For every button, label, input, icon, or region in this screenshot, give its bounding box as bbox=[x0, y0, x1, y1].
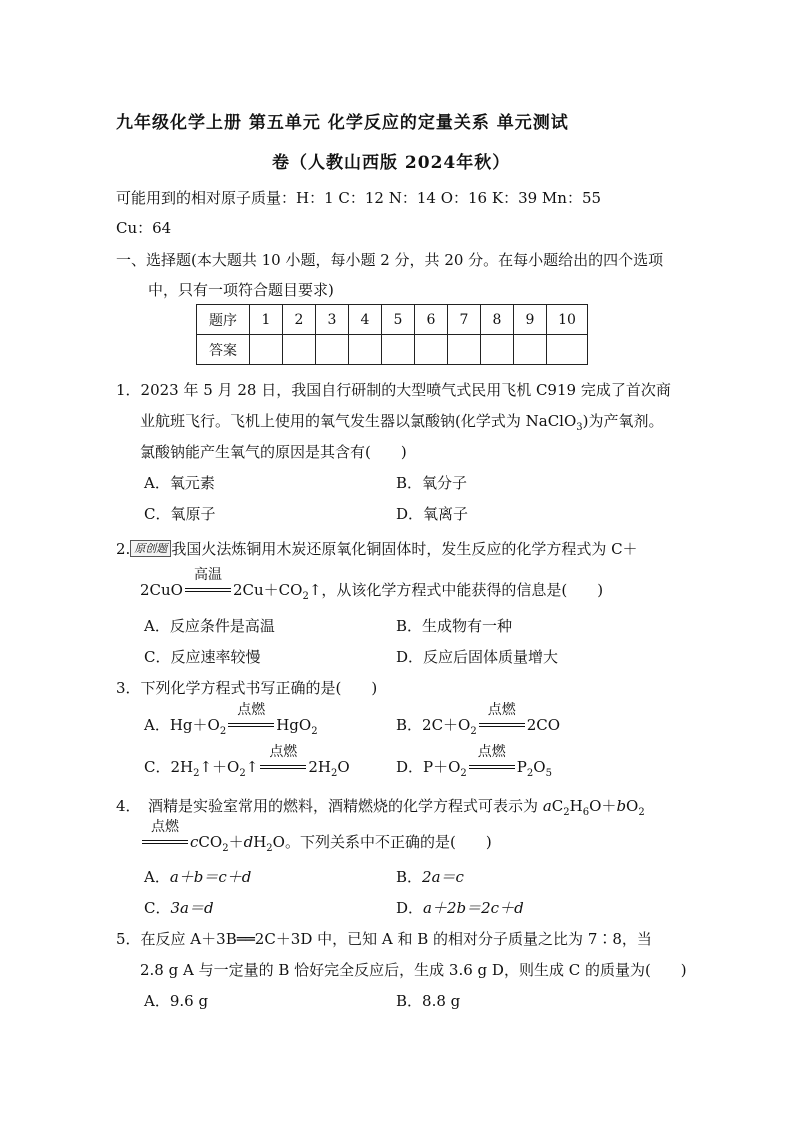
atomic-masses-line2: Cu：64 bbox=[116, 219, 172, 237]
answer-cell[interactable] bbox=[316, 335, 349, 365]
answer-cell[interactable] bbox=[547, 335, 588, 365]
atomic-masses-line1: 可能用到的相对原子质量：H：1 C：12 N：14 O：16 K：39 Mn：55 bbox=[116, 189, 602, 207]
reaction-condition: 高温 bbox=[185, 579, 231, 597]
q3-stem: 3．下列化学方程式书写正确的是( ) bbox=[116, 679, 378, 697]
q1-option-b[interactable]: B．氧分子 bbox=[396, 474, 468, 492]
table-number-cell: 6 bbox=[415, 305, 448, 335]
table-header-cell: 题序 bbox=[197, 305, 250, 335]
q2-option-a[interactable]: A．反应条件是高温 bbox=[144, 617, 275, 635]
table-number-cell: 2 bbox=[283, 305, 316, 335]
answer-cell[interactable] bbox=[481, 335, 514, 365]
q4-option-a[interactable]: A．a＋b＝c＋d bbox=[144, 868, 252, 886]
q4-option-c[interactable]: C．3a＝d bbox=[144, 899, 214, 917]
answer-table-row-answers bbox=[197, 335, 588, 365]
q2-option-c[interactable]: C．反应速率较慢 bbox=[144, 648, 261, 666]
q5-stem-line2: 2.8 g A 与一定量的 B 恰好完全反应后，生成 3.6 g D，则生成 C 的质量为( ) bbox=[140, 961, 687, 979]
q4-option-d[interactable]: D．a＋2b＝2c＋d bbox=[396, 899, 524, 917]
q4-stem-line2: 点燃 $cCO_2+dH_2O$。下列关系中不正确的是( ) bbox=[140, 831, 492, 854]
table-number-cell: 3 bbox=[316, 305, 349, 335]
q2-option-d[interactable]: D．反应后固体质量增大 bbox=[396, 648, 559, 666]
table-number-cell: 8 bbox=[481, 305, 514, 335]
q1-option-a[interactable]: A．氧元素 bbox=[144, 474, 215, 492]
q1-option-d[interactable]: D．氧离子 bbox=[396, 505, 469, 523]
q2-stem-line1: 2. 原创题 我国火法炼铜用木炭还原氧化铜固体时，发生反应的化学方程式为 C＋ bbox=[116, 540, 638, 558]
table-number-cell: 4 bbox=[349, 305, 382, 335]
page-title-line2: 卷（人教山西版 2024年秋） bbox=[272, 153, 511, 173]
original-question-badge: 原创题 bbox=[130, 540, 171, 557]
q1-option-c[interactable]: C．氧原子 bbox=[144, 505, 216, 523]
q3-option-b[interactable]: B．$2C+O_2$ 点燃 2CO bbox=[396, 702, 561, 737]
table-number-cell: 7 bbox=[448, 305, 481, 335]
answer-cell[interactable] bbox=[415, 335, 448, 365]
table-number-cell: 1 bbox=[250, 305, 283, 335]
section-heading-line1: 一、选择题(本大题共 10 小题，每小题 2 分，共 20 分。在每小题给出的四个选项 bbox=[116, 251, 664, 269]
q5-option-a[interactable]: A．9.6 g bbox=[144, 992, 209, 1010]
table-header-cell: 答案 bbox=[197, 335, 250, 365]
answer-cell[interactable] bbox=[382, 335, 415, 365]
section-heading-line2: 中，只有一项符合题目要求) bbox=[148, 281, 334, 299]
q5-option-b[interactable]: B．8.8 g bbox=[396, 992, 461, 1010]
q1-stem-line2: 业航班飞行。飞机上使用的氧气发生器以氯酸钠(化学式为 NaClO$_3$)为产氧剂。 bbox=[140, 412, 664, 433]
table-number-cell: 10 bbox=[547, 305, 588, 335]
answer-cell[interactable] bbox=[349, 335, 382, 365]
table-number-cell: 9 bbox=[514, 305, 547, 335]
answer-table-row-numbers bbox=[197, 305, 588, 335]
q1-stem-line1: 1．2023 年 5 月 28 日，我国自行研制的大型喷气式民用飞机 C919 完成了首次商 bbox=[116, 381, 671, 399]
table-number-cell: 5 bbox=[382, 305, 415, 335]
q4-stem-line1: 4． 酒精是实验室常用的燃料，酒精燃烧的化学方程式可表示为 $aC_2H_6O+bO_2$ bbox=[116, 797, 645, 818]
q1-stem-line3: 氯酸钠能产生氧气的原因是其含有( ) bbox=[140, 443, 407, 461]
answer-cell[interactable] bbox=[448, 335, 481, 365]
q4-option-b[interactable]: B．2a＝c bbox=[396, 868, 464, 886]
answer-cell[interactable] bbox=[283, 335, 316, 365]
page-title-line1: 九年级化学上册 第五单元 化学反应的定量关系 单元测试 bbox=[116, 113, 569, 133]
answer-cell[interactable] bbox=[250, 335, 283, 365]
answer-table bbox=[196, 304, 588, 365]
q3-option-a[interactable]: A．$Hg+O_2$ 点燃 HgO$_2$ bbox=[144, 702, 318, 737]
q2-option-b[interactable]: B．生成物有一种 bbox=[396, 617, 513, 635]
q2-number: 2. bbox=[116, 540, 131, 558]
q2-equation-line: 2CuO 高温 $2Cu+CO_2↑$，从该化学方程式中能获得的信息是( ) bbox=[140, 567, 604, 602]
q3-option-c[interactable]: C．$2H_2↑+O_2↑$ 点燃 $2H_2O$ bbox=[144, 744, 350, 779]
q3-option-d[interactable]: D．$P+O_2$ 点燃 $P_2O_5$ bbox=[396, 744, 552, 779]
q5-stem-line1: 5．在反应 A＋3B══2C＋3D 中，已知 A 和 B 的相对分子质量之比为 7∶8，当 bbox=[116, 930, 652, 948]
answer-cell[interactable] bbox=[514, 335, 547, 365]
